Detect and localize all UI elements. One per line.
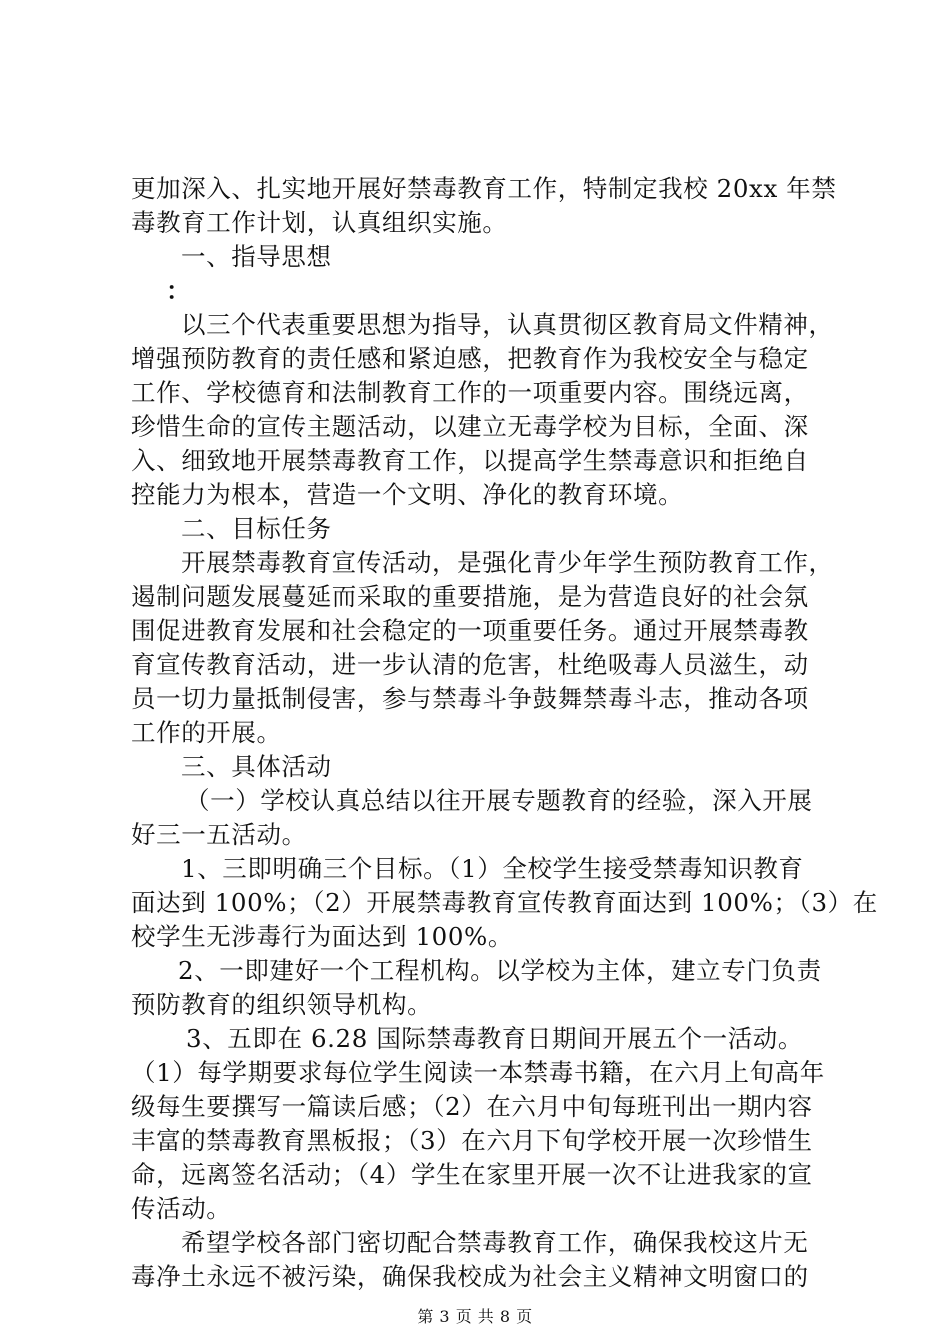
text-line: 入、细致地开展禁毒教育工作，以提高学生禁毒意识和拒绝自 [131,446,809,475]
text-line: 增强预防教育的责任感和紧迫感，把教育作为我校安全与稳定 [131,344,809,373]
page-footer: 第 3 页 共 8 页 [417,1307,533,1326]
text-line: （1）每学期要求每位学生阅读一本禁毒书籍，在六月上旬高年 [131,1058,825,1087]
text-line: ： [166,276,192,305]
text-line: 员一切力量抵制侵害，参与禁毒斗争鼓舞禁毒斗志，推动各项 [131,684,809,713]
text-line: 围促进教育发展和社会稳定的一项重要任务。通过开展禁毒教 [131,616,809,645]
text-line: 工作的开展。 [131,718,282,747]
text-line: 工作、学校德育和法制教育工作的一项重要内容。围绕远离， [131,378,809,407]
text-line: 更加深入、扎实地开展好禁毒教育工作，特制定我校 20xx 年禁 [131,174,837,203]
section-heading: 一、指导思想 [181,242,332,271]
text-line: 毒教育工作计划，认真组织实施。 [131,208,508,237]
text-line: 希望学校各部门密切配合禁毒教育工作，确保我校这片无 [181,1228,809,1257]
text-line: 控能力为根本，营造一个文明、净化的教育环境。 [131,480,684,509]
section-heading: 二、目标任务 [181,514,332,543]
text-line: 传活动。 [131,1194,232,1223]
text-line: 开展禁毒教育宣传活动，是强化青少年学生预防教育工作， [181,548,834,577]
text-line: 珍惜生命的宣传主题活动，以建立无毒学校为目标，全面、深 [131,412,809,441]
text-line: （一）学校认真总结以往开展专题教育的经验，深入开展 [185,786,813,815]
text-line: 以三个代表重要思想为指导，认真贯彻区教育局文件精神， [181,310,834,339]
text-line: 面达到 100%；（2）开展禁毒教育宣传教育面达到 100%；（3）在 [131,888,878,917]
text-line: 丰富的禁毒教育黑板报；（3）在六月下旬学校开展一次珍惜生 [131,1126,813,1155]
text-line: 校学生无涉毒行为面达到 100%。 [131,922,514,951]
text-line: 育宣传教育活动，进一步认清的危害，杜绝吸毒人员滋生，动 [131,650,809,679]
text-line: 3、五即在 6.28 国际禁毒教育日期间开展五个一活动。 [186,1024,804,1053]
text-line: 预防教育的组织领导机构。 [131,990,433,1019]
section-heading: 三、具体活动 [181,752,332,781]
text-line: 2、一即建好一个工程机构。以学校为主体，建立专门负责 [178,956,822,985]
text-line: 遏制问题发展蔓延而采取的重要措施，是为营造良好的社会氛 [131,582,809,611]
text-line: 1、三即明确三个目标。（1）全校学生接受禁毒知识教育 [181,854,804,883]
text-line: 命，远离签名活动；（4）学生在家里开展一次不让进我家的宣 [131,1160,813,1189]
text-line: 好三一五活动。 [131,820,307,849]
text-line: 级每生要撰写一篇读后感；（2）在六月中旬每班刊出一期内容 [131,1092,813,1121]
text-line: 毒净土永远不被污染，确保我校成为社会主义精神文明窗口的 [131,1262,809,1291]
